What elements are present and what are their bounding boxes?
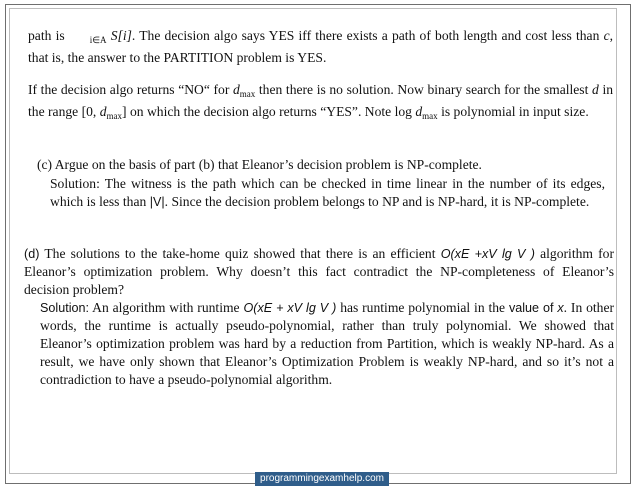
slide-inner-border <box>9 8 617 474</box>
var-v-abs: |V| <box>149 195 165 209</box>
var-d: d <box>232 82 240 97</box>
text-partition-yes: , that is, the answer to the PARTITION problem is YES. <box>28 28 614 65</box>
var-x: x <box>557 301 564 315</box>
part-c-question: (c) Argue on the basis of part (b) that Eleanor’s decision problem is NP-complete. <box>37 157 482 172</box>
sub-max: max <box>239 89 256 99</box>
var-d: d <box>592 82 599 97</box>
solution-label: Solution: <box>40 301 90 315</box>
text-note-log: ] on which the decision algo returns “YES”. Note log <box>122 104 412 119</box>
text-range: in the range [0, <box>28 82 614 119</box>
solution-c-text: Solution: The witness is the path which can be checked in time linear in the number of its edges, which is less than <box>50 176 605 209</box>
runtime-formula-q: O(xE +xV lg V ) <box>440 247 535 261</box>
question-d-text: The solutions to the take-home quiz showed that there is an efficient <box>44 246 436 261</box>
footer-site-label: programmingexamhelp.com <box>255 472 389 486</box>
paragraph-partition-reduction <box>28 27 613 67</box>
text-polynomial: is polynomial in input size. <box>441 104 589 119</box>
sub-max: max <box>422 111 438 121</box>
sub-max: max <box>106 111 123 121</box>
value-of: value of <box>508 301 554 315</box>
text-if-no: If the decision algo returns “NO“ for <box>28 82 230 97</box>
solution-d-rest: . In other words, the runtime is actually pseudo-polynomial, rather than truly polynomial. We showed that Eleanor’s optimization problem was hard by a reduction from Partition, which is weakly NP-hard. As a result, we have only shown that Eleanor’s Optimization Problem is weakly NP-hard, and so it’s not a contradiction to have a pseudo-polynomial algorithm. <box>40 300 615 387</box>
text-path-is: path is <box>28 28 65 43</box>
sum-subscript: i∈A <box>89 35 107 45</box>
var-c: c <box>603 28 610 43</box>
solution-d-has: has runtime polynomial in the <box>340 300 506 315</box>
sum-term: S[i] <box>110 28 132 43</box>
text-decision-yes: . The decision algo says YES iff there exists a path of both length and cost less than <box>131 28 600 43</box>
part-d-label: (d) <box>24 247 40 261</box>
question-d-end: algorithm for Eleanor’s optimization problem. Why doesn’t this fact contradict the NP-completeness of Eleanor’s decision problem? <box>24 246 615 297</box>
solution-c-end: . Since the decision problem belongs to NP and is NP-hard, it is NP-complete. <box>164 194 590 209</box>
text-binary-search: then there is no solution. Now binary search for the smallest <box>258 82 589 97</box>
var-d: d <box>415 104 423 119</box>
runtime-formula-s: O(xE + xV lg V ) <box>243 301 337 315</box>
solution-d-text: An algorithm with runtime <box>92 300 240 315</box>
part-d-solution <box>40 299 614 389</box>
part-d-question <box>24 245 614 299</box>
part-c-solution <box>50 175 605 211</box>
paragraph-binary-search <box>28 81 613 125</box>
var-d: d <box>99 104 107 119</box>
